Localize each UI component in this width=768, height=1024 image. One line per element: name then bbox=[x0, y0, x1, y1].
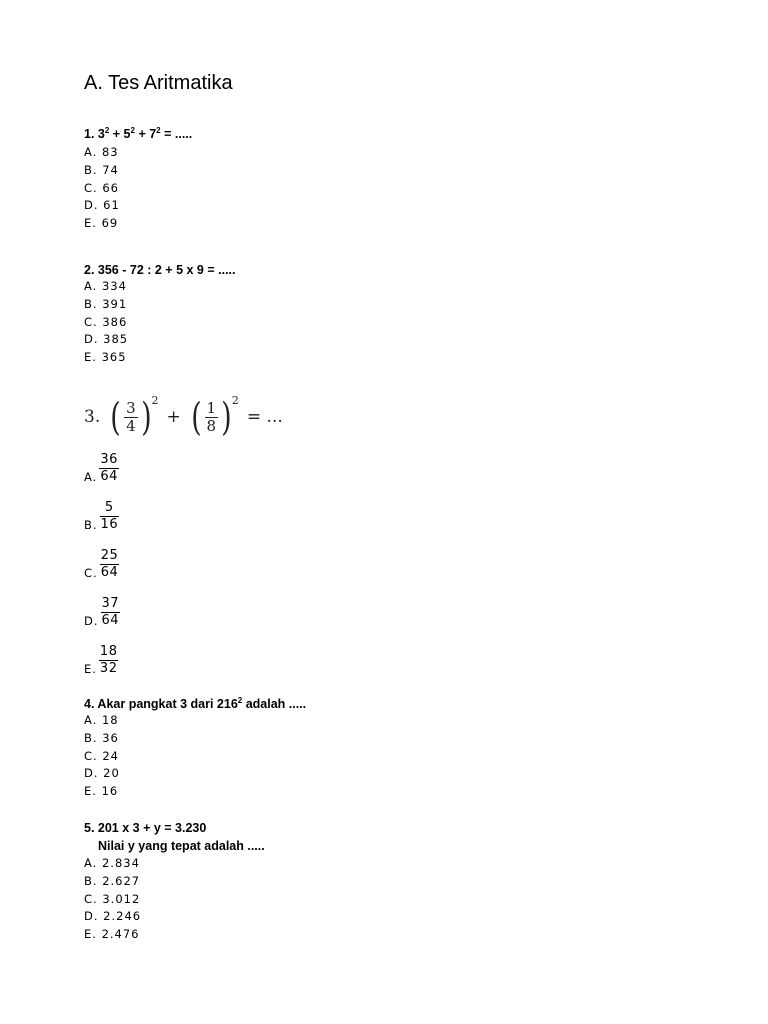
q2-option-e: E. 365 bbox=[84, 350, 127, 365]
left-paren: ( bbox=[190, 395, 202, 439]
question-3-expression bbox=[84, 394, 283, 440]
option-fraction bbox=[101, 596, 121, 628]
page-title: A. Tes Aritmatika bbox=[84, 72, 233, 94]
option-label: D. bbox=[84, 614, 99, 628]
q4-option-d: D. 20 bbox=[84, 766, 120, 781]
q3-option-b bbox=[84, 500, 119, 532]
question-4 bbox=[84, 696, 306, 712]
q2-options bbox=[84, 278, 128, 367]
q2-option-c: C. 386 bbox=[84, 314, 128, 329]
fraction-denominator: 64 bbox=[101, 613, 120, 628]
q3-fraction-1 bbox=[124, 400, 138, 435]
fraction-numerator: 5 bbox=[104, 500, 114, 515]
question-5-line-2: Nilai y yang tepat adalah ..... bbox=[98, 839, 265, 853]
q3-exponent: 2 bbox=[231, 394, 239, 407]
right-paren: ) bbox=[140, 395, 152, 439]
fraction-denominator: 64 bbox=[100, 565, 119, 580]
q4-text-part: adalah ..... bbox=[242, 697, 307, 711]
q2-option-d: D. 385 bbox=[84, 332, 129, 347]
q4-option-a: A. 18 bbox=[84, 713, 119, 727]
option-label: A. bbox=[84, 470, 98, 484]
q4-options bbox=[84, 712, 120, 801]
q2-option-a: A. 334 bbox=[84, 279, 127, 293]
q3-number: 3. bbox=[84, 407, 101, 427]
q5-options bbox=[84, 855, 141, 944]
equals-sign: = ... bbox=[246, 407, 283, 427]
fraction-denominator: 16 bbox=[100, 517, 119, 532]
option-fraction bbox=[99, 452, 119, 484]
question-5: 5. 201 x 3 + y = 3.230 bbox=[84, 821, 207, 835]
q5-option-c: C. 3.012 bbox=[84, 891, 141, 906]
q2-option-b: B. 391 bbox=[84, 296, 128, 311]
fraction-denominator: 4 bbox=[126, 416, 136, 435]
q3-fraction-2 bbox=[205, 400, 219, 435]
fraction-numerator: 37 bbox=[101, 596, 120, 611]
q4-text-part: 4. Akar pangkat 3 dari 216 bbox=[84, 697, 238, 711]
q3-option-c bbox=[84, 548, 119, 580]
q3-option-d bbox=[84, 596, 120, 628]
q5-option-d: D. 2.246 bbox=[84, 909, 142, 924]
fraction-denominator: 8 bbox=[206, 416, 217, 435]
q5-option-a: A. 2.834 bbox=[84, 856, 140, 870]
q1-text-part: 1. 3 bbox=[84, 127, 105, 141]
option-fraction bbox=[100, 500, 120, 532]
fraction-denominator: 64 bbox=[100, 469, 118, 484]
option-label: E. bbox=[84, 662, 97, 676]
q3-option-e bbox=[84, 644, 118, 676]
plus-sign: + bbox=[166, 407, 181, 427]
q4-exponent: 2 bbox=[237, 696, 243, 705]
q1-options bbox=[84, 144, 120, 233]
q1-exponent: 2 bbox=[104, 126, 110, 135]
option-fraction bbox=[99, 644, 119, 676]
question-1 bbox=[84, 126, 192, 142]
left-paren: ( bbox=[110, 395, 121, 439]
q1-option-e: E. 69 bbox=[84, 216, 119, 231]
fraction-numerator: 1 bbox=[206, 398, 217, 417]
option-label: C. bbox=[84, 566, 98, 580]
q3-exponent: 2 bbox=[151, 394, 159, 407]
q4-option-b: B. 36 bbox=[84, 730, 119, 745]
fraction-numerator: 3 bbox=[126, 398, 136, 417]
q1-option-b: B. 74 bbox=[84, 162, 119, 177]
fraction-denominator: 32 bbox=[99, 661, 118, 676]
fraction-numerator: 25 bbox=[100, 548, 119, 563]
fraction-numerator: 18 bbox=[99, 644, 118, 659]
question-2: 2. 356 - 72 : 2 + 5 x 9 = ..... bbox=[84, 263, 236, 277]
q4-option-e: E. 16 bbox=[84, 784, 119, 799]
option-fraction bbox=[100, 548, 120, 580]
q1-text-part: + 7 bbox=[134, 127, 157, 141]
q5-option-e: E. 2.476 bbox=[84, 927, 140, 942]
q1-option-a: A. 83 bbox=[84, 145, 119, 159]
q1-exponent: 2 bbox=[156, 126, 161, 135]
q5-option-b: B. 2.627 bbox=[84, 873, 141, 888]
q3-option-a bbox=[84, 452, 119, 484]
q1-option-d: D. 61 bbox=[84, 198, 120, 213]
fraction-numerator: 36 bbox=[100, 452, 118, 467]
q1-exponent: 2 bbox=[130, 126, 135, 135]
q4-option-c: C. 24 bbox=[84, 748, 119, 763]
option-label: B. bbox=[84, 518, 98, 532]
q1-option-c: C. 66 bbox=[84, 180, 119, 195]
q1-text-part: + 5 bbox=[109, 127, 131, 141]
q1-text-part: = ..... bbox=[160, 127, 193, 141]
right-paren: ) bbox=[221, 395, 232, 439]
